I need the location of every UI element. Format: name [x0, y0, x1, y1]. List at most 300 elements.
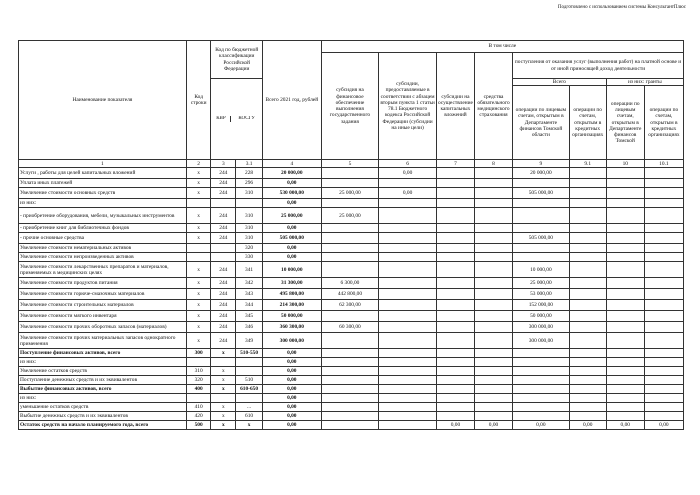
cell-c10	[606, 179, 644, 188]
cell-name: уменьшение остатков средств	[19, 403, 187, 412]
cell-kvr: 244	[211, 322, 236, 333]
cell-kosgu: 610-650	[236, 385, 263, 394]
cell-c7	[436, 412, 474, 421]
cell-c91	[569, 244, 606, 253]
cell-c5: 62 300,00	[321, 300, 379, 311]
cell-c6	[379, 262, 437, 278]
cell-c6	[379, 244, 437, 253]
cell-c8	[474, 311, 512, 322]
cell-kvr: x	[211, 349, 236, 358]
cell-c9: 10 000,00	[513, 262, 570, 278]
cell-c9: 300 000,00	[513, 322, 570, 333]
cell-c10	[606, 199, 644, 208]
cell-c91	[569, 394, 606, 403]
cell-c6	[379, 412, 437, 421]
cell-c10	[606, 244, 644, 253]
table-row	[19, 188, 684, 199]
cell-kvr: 244	[211, 262, 236, 278]
cell-c101	[644, 199, 683, 208]
cell-name: Выбытие финансовых активов, всего	[19, 385, 187, 394]
column-number: 9.1	[569, 160, 606, 168]
cell-c5	[321, 403, 379, 412]
cell-c9: 53 000,00	[513, 289, 570, 300]
cell-code: x	[186, 233, 211, 244]
cell-code: x	[186, 333, 211, 349]
table-row	[19, 385, 684, 394]
cell-c6	[379, 300, 437, 311]
cell-code: 420	[186, 412, 211, 421]
top-note: Подготовлено с использованием системы КонсультантПлюс	[557, 5, 686, 10]
cell-total: 495 800,00	[262, 289, 321, 300]
cell-c7	[436, 367, 474, 376]
table-row	[19, 358, 684, 367]
table-row	[19, 376, 684, 385]
cell-c10	[606, 358, 644, 367]
cell-name: Увеличение стоимости мягкого инвентаря	[19, 311, 187, 322]
cell-c7	[436, 199, 474, 208]
cell-c8	[474, 188, 512, 199]
cell-total: 0,00	[262, 367, 321, 376]
cell-code: x	[186, 208, 211, 224]
header-c8: средства обязательного медицинского страхования	[474, 53, 512, 160]
cell-c91	[569, 403, 606, 412]
cell-c6	[379, 403, 437, 412]
cell-c5: 25 000,00	[321, 208, 379, 224]
column-number: 5	[321, 160, 379, 168]
cell-name: - приобретение оборудования, мебели, музыкальных инструментов	[19, 208, 187, 224]
cell-kvr: 244	[211, 168, 236, 179]
cell-c101	[644, 179, 683, 188]
column-number: 8	[474, 160, 512, 168]
cell-kosgu: 510-550	[236, 349, 263, 358]
cell-c91	[569, 311, 606, 322]
column-number: 3.1	[236, 160, 263, 168]
cell-kosgu: 320	[236, 244, 263, 253]
cell-code	[186, 253, 211, 262]
cell-c8	[474, 300, 512, 311]
header-name: Наименование показателя	[19, 41, 187, 160]
cell-c91	[569, 168, 606, 179]
cell-c8	[474, 358, 512, 367]
cell-name: Увеличение стоимости непроизведенных активов	[19, 253, 187, 262]
cell-c5	[321, 179, 379, 188]
cell-c6	[379, 253, 437, 262]
cell-kosgu	[236, 199, 263, 208]
cell-name: - приобретение книг для библиотечных фондов	[19, 224, 187, 233]
cell-name: - прочие основные средства	[19, 233, 187, 244]
cell-kosgu: x	[236, 421, 263, 430]
cell-c101	[644, 376, 683, 385]
table-row	[19, 278, 684, 289]
cell-c7	[436, 300, 474, 311]
cell-kosgu: 310	[236, 224, 263, 233]
cell-kosgu: 345	[236, 311, 263, 322]
cell-kvr: 244	[211, 278, 236, 289]
table-header	[19, 41, 684, 160]
cell-c5	[321, 224, 379, 233]
cell-total: 0,00	[262, 376, 321, 385]
cell-c6	[379, 233, 437, 244]
cell-c101	[644, 253, 683, 262]
cell-c9	[513, 244, 570, 253]
cell-c8	[474, 412, 512, 421]
column-number: 4	[262, 160, 321, 168]
cell-c6	[379, 208, 437, 224]
cell-c101	[644, 311, 683, 322]
cell-c7	[436, 403, 474, 412]
cell-code: x	[186, 300, 211, 311]
cell-c9: 0,00	[513, 421, 570, 430]
cell-code	[186, 394, 211, 403]
cell-c8	[474, 349, 512, 358]
table-row	[19, 233, 684, 244]
table-row	[19, 394, 684, 403]
cell-kosgu	[236, 394, 263, 403]
cell-c101	[644, 349, 683, 358]
cell-c91	[569, 322, 606, 333]
cell-code	[186, 199, 211, 208]
cell-code: 300	[186, 349, 211, 358]
cell-c101	[644, 394, 683, 403]
cell-c10	[606, 233, 644, 244]
cell-kvr: 244	[211, 300, 236, 311]
cell-c101	[644, 412, 683, 421]
cell-c9	[513, 403, 570, 412]
cell-c101	[644, 333, 683, 349]
plan-table	[18, 40, 684, 430]
cell-total: 10 000,00	[262, 262, 321, 278]
cell-c7	[436, 322, 474, 333]
table-row	[19, 403, 684, 412]
cell-c91	[569, 208, 606, 224]
cell-code: x	[186, 322, 211, 333]
table-body	[19, 168, 684, 430]
cell-kosgu	[236, 358, 263, 367]
cell-name: Выбытие денежных средств и их эквивалентов	[19, 412, 187, 421]
header-code: Код строки	[186, 41, 211, 160]
cell-c9	[513, 179, 570, 188]
cell-c91	[569, 253, 606, 262]
cell-name: Остаток средств на начало планируемого года, всего	[19, 421, 187, 430]
cell-code: x	[186, 188, 211, 199]
cell-c8	[474, 278, 512, 289]
cell-c101	[644, 262, 683, 278]
cell-total: 50 000,00	[262, 311, 321, 322]
cell-code: 500	[186, 421, 211, 430]
cell-c101	[644, 168, 683, 179]
cell-code: 310	[186, 367, 211, 376]
table-row	[19, 300, 684, 311]
cell-c91	[569, 262, 606, 278]
cell-c91	[569, 188, 606, 199]
cell-c8	[474, 244, 512, 253]
cell-c91	[569, 224, 606, 233]
cell-kosgu: 342	[236, 278, 263, 289]
cell-c8	[474, 233, 512, 244]
cell-c7	[436, 385, 474, 394]
cell-c91	[569, 376, 606, 385]
cell-kosgu: 310	[236, 208, 263, 224]
cell-c9	[513, 349, 570, 358]
cell-kvr: x	[211, 367, 236, 376]
cell-c91	[569, 358, 606, 367]
cell-c5: 6 300,00	[321, 278, 379, 289]
cell-c101	[644, 208, 683, 224]
cell-name: Увеличение стоимости строительных материалов	[19, 300, 187, 311]
table-row	[19, 253, 684, 262]
cell-c8	[474, 385, 512, 394]
cell-code: x	[186, 278, 211, 289]
table-row	[19, 349, 684, 358]
cell-c10	[606, 349, 644, 358]
cell-c8	[474, 333, 512, 349]
cell-c7	[436, 349, 474, 358]
table-row	[19, 168, 684, 179]
table-row	[19, 289, 684, 300]
column-number: 9	[513, 160, 570, 168]
cell-c91: 0,00	[569, 421, 606, 430]
cell-code	[186, 358, 211, 367]
cell-c10	[606, 208, 644, 224]
cell-total: 300 000,00	[262, 333, 321, 349]
cell-c10	[606, 385, 644, 394]
header-kvr: КВР	[211, 116, 230, 122]
cell-name: Увеличение остатков средств	[19, 367, 187, 376]
header-c91: операции по счетам, открытым в кредитных организациях	[569, 86, 606, 160]
cell-c10	[606, 253, 644, 262]
cell-name: Увеличение стоимости нематериальных активов	[19, 244, 187, 253]
cell-c10	[606, 278, 644, 289]
cell-name: из них:	[19, 358, 187, 367]
header-kvr	[211, 79, 262, 160]
cell-c8	[474, 289, 512, 300]
header-c9: операции по лицевым счетам, открытым в Департаменте финансов Томской области	[513, 86, 570, 160]
cell-kosgu: 346	[236, 322, 263, 333]
cell-kosgu: 330	[236, 253, 263, 262]
cell-c91	[569, 289, 606, 300]
cell-c7	[436, 188, 474, 199]
cell-c6	[379, 311, 437, 322]
cell-c6	[379, 349, 437, 358]
cell-c8	[474, 403, 512, 412]
cell-c101	[644, 367, 683, 376]
cell-c8: 0,00	[474, 421, 512, 430]
cell-total: 360 300,00	[262, 322, 321, 333]
cell-c7	[436, 278, 474, 289]
cell-kosgu: 310	[236, 188, 263, 199]
cell-c6	[379, 358, 437, 367]
cell-c10	[606, 188, 644, 199]
cell-c6	[379, 394, 437, 403]
table-row	[19, 244, 684, 253]
cell-name: Поступление денежных средств и их эквивалентов	[19, 376, 187, 385]
header-c101: операции по счетам, открытым в кредитных организациях	[644, 86, 683, 160]
cell-c5	[321, 358, 379, 367]
cell-kosgu: 610	[236, 412, 263, 421]
cell-c5: 60 300,00	[321, 322, 379, 333]
table-row	[19, 367, 684, 376]
header-kosgu: КОСГУ	[238, 116, 255, 122]
cell-c101	[644, 244, 683, 253]
header-c10: операции по лицевым счетам, открытым в Департаменте финансов Томской	[606, 86, 644, 160]
cell-total: 31 300,00	[262, 278, 321, 289]
cell-c101: 0,00	[644, 421, 683, 430]
cell-kosgu: 296	[236, 179, 263, 188]
table-row	[19, 311, 684, 322]
cell-total: 0,00	[262, 358, 321, 367]
cell-total: 0,00	[262, 421, 321, 430]
cell-c10: 0,00	[606, 421, 644, 430]
cell-c8	[474, 367, 512, 376]
cell-kvr: 244	[211, 311, 236, 322]
cell-c8	[474, 199, 512, 208]
cell-c9	[513, 376, 570, 385]
cell-c5	[321, 233, 379, 244]
header-granty: из них: гранты	[606, 79, 683, 86]
header-budget-class: Код по бюджетной классификации Российской Федерации	[211, 41, 262, 79]
cell-c9: 505 000,00	[513, 233, 570, 244]
cell-total: 505 000,00	[262, 233, 321, 244]
column-number: 10.1	[644, 160, 683, 168]
cell-c5	[321, 333, 379, 349]
cell-c9: 300 000,00	[513, 333, 570, 349]
cell-total: 0,00	[262, 385, 321, 394]
table-row	[19, 224, 684, 233]
cell-total: 0,00	[262, 412, 321, 421]
cell-c10	[606, 168, 644, 179]
cell-c10	[606, 289, 644, 300]
column-number: 3	[211, 160, 236, 168]
cell-c5	[321, 262, 379, 278]
cell-c7	[436, 208, 474, 224]
cell-c9	[513, 358, 570, 367]
cell-total: 0,00	[262, 179, 321, 188]
cell-code: 410	[186, 403, 211, 412]
cell-c8	[474, 179, 512, 188]
cell-c5	[321, 421, 379, 430]
cell-c5	[321, 349, 379, 358]
cell-total: 0,00	[262, 349, 321, 358]
cell-code: x	[186, 168, 211, 179]
cell-c7	[436, 224, 474, 233]
cell-kvr: 244	[211, 289, 236, 300]
cell-kvr	[211, 394, 236, 403]
column-number: 2	[186, 160, 211, 168]
cell-c6	[379, 278, 437, 289]
header-c6: субсидии, предоставляемые в соответствии с абзацем вторым пункта 1 статьи 78.1 Бюджетного кодекса Российской Федерации (субсидии на иные цели)	[379, 53, 437, 160]
cell-total: 20 000,00	[262, 168, 321, 179]
cell-kosgu: 341	[236, 262, 263, 278]
cell-kvr: x	[211, 376, 236, 385]
cell-c5: 25 000,00	[321, 188, 379, 199]
cell-c91	[569, 199, 606, 208]
cell-c8	[474, 394, 512, 403]
header-c5: субсидия на финансовое обеспечение выполнения государственного задания	[321, 53, 379, 160]
cell-c6	[379, 289, 437, 300]
cell-c10	[606, 403, 644, 412]
cell-name: Поступление финансовых активов, всего	[19, 349, 187, 358]
table-row	[19, 208, 684, 224]
cell-name: Услуги , работы для целей капитальных вложений	[19, 168, 187, 179]
cell-code: x	[186, 224, 211, 233]
cell-c5	[321, 412, 379, 421]
cell-c8	[474, 208, 512, 224]
cell-c7	[436, 253, 474, 262]
column-numbers	[19, 160, 684, 168]
header-c7: субсидии на осуществление капитальных вложений	[436, 53, 474, 160]
cell-name: Увеличение стоимости основных средств	[19, 188, 187, 199]
cell-kvr: 244	[211, 333, 236, 349]
cell-c91	[569, 278, 606, 289]
cell-c5	[321, 253, 379, 262]
cell-c6: 0,00	[379, 188, 437, 199]
cell-c91	[569, 349, 606, 358]
cell-c6	[379, 376, 437, 385]
cell-code: x	[186, 311, 211, 322]
cell-c9	[513, 199, 570, 208]
cell-c9: 50 000,00	[513, 311, 570, 322]
cell-c5	[321, 199, 379, 208]
cell-c10	[606, 300, 644, 311]
table-row	[19, 262, 684, 278]
cell-c101	[644, 233, 683, 244]
cell-c5	[321, 367, 379, 376]
cell-kvr: 244	[211, 233, 236, 244]
cell-c101	[644, 358, 683, 367]
cell-c8	[474, 376, 512, 385]
cell-kosgu: 228	[236, 168, 263, 179]
cell-name: из них:	[19, 199, 187, 208]
cell-c9	[513, 253, 570, 262]
cell-c9	[513, 412, 570, 421]
cell-c9	[513, 208, 570, 224]
cell-c10	[606, 412, 644, 421]
cell-kvr: 244	[211, 208, 236, 224]
cell-c6	[379, 224, 437, 233]
table-row	[19, 333, 684, 349]
cell-c8	[474, 224, 512, 233]
cell-c10	[606, 333, 644, 349]
cell-name: Увеличение стоимости лекарственных препаратов и материалов, применяемых в медицинских целях	[19, 262, 187, 278]
cell-name: Увеличение стоимости горюче-смазочных материалов	[19, 289, 187, 300]
cell-kvr	[211, 253, 236, 262]
cell-total: 530 000,00	[262, 188, 321, 199]
cell-c9: 505 000,00	[513, 188, 570, 199]
cell-kvr: x	[211, 412, 236, 421]
table-row	[19, 322, 684, 333]
cell-code: x	[186, 289, 211, 300]
cell-c7	[436, 233, 474, 244]
cell-kosgu: 343	[236, 289, 263, 300]
cell-name: Увеличение стоимости продуктов питания	[19, 278, 187, 289]
cell-c5	[321, 385, 379, 394]
table-row	[19, 199, 684, 208]
cell-c5	[321, 394, 379, 403]
cell-c5	[321, 376, 379, 385]
cell-kosgu: 344	[236, 300, 263, 311]
cell-name: из них:	[19, 394, 187, 403]
cell-c8	[474, 322, 512, 333]
cell-c5	[321, 168, 379, 179]
cell-c8	[474, 168, 512, 179]
table-row	[19, 179, 684, 188]
column-number-row	[19, 160, 684, 168]
cell-c91	[569, 333, 606, 349]
cell-kvr: x	[211, 385, 236, 394]
cell-name: Увеличение стоимости прочих материальных запасов однократного применения	[19, 333, 187, 349]
cell-c9	[513, 367, 570, 376]
cell-c91	[569, 385, 606, 394]
